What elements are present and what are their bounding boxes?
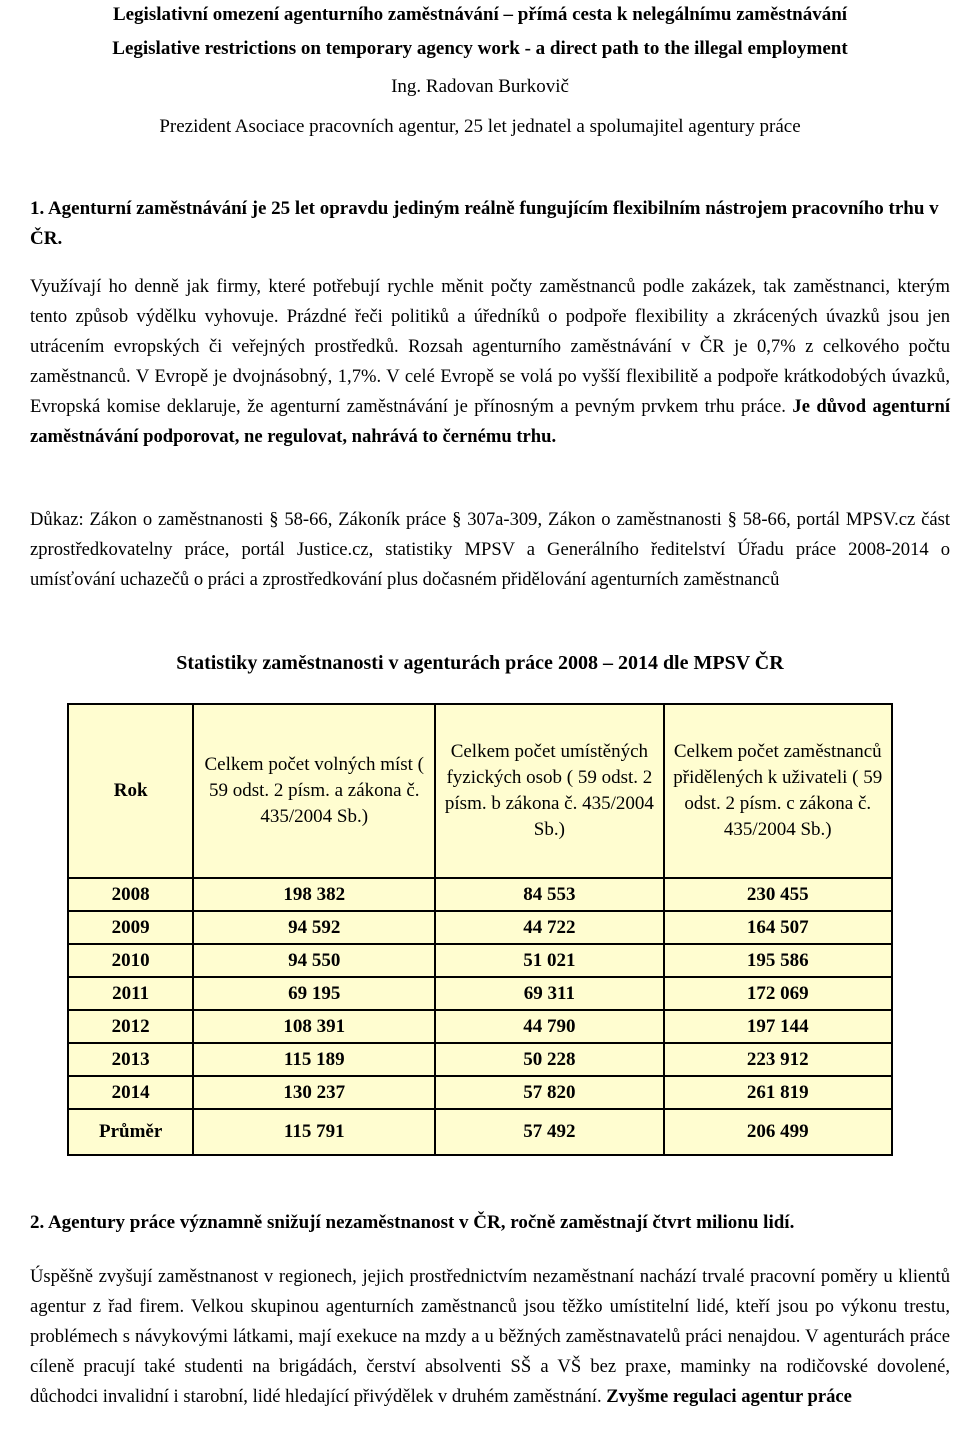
section-1-paragraph-text: Využívají ho denně jak firmy, které potřebují rychle měnit počty zaměstnanců podle zakázek, tak zaměstnanci, kterým tento způsob výdělku vyhovuje. Prázdné řeči politiků a úředníků o podpoře flexibility a zkrácených úvazků jsou jen utrácením evropských či veřejných prostředků. Rozsah agenturního zaměstnávání v ČR je 0,7% z celkového počtu zaměstnanců. V Evropě je dvojnásobný, 1,7%. V celé Evropě se volá po vyšší flexibilitě a podpoře krátkodobých úvazků, Evropská komise deklaruje, že agenturní zaměstnávání je přínosným a pevným prvkem trhu práce. (30, 276, 950, 417)
table-cell: 94 550 (193, 944, 435, 977)
table-cell: 115 189 (193, 1043, 435, 1076)
author-role: Prezident Asociace pracovních agentur, 25 let jednatel a spolumajitel agentury práce (159, 116, 801, 137)
header-placed-persons: Celkem počet umístěných fyzických osob ( 59 odst. 2 písm. b zákona č. 435/2004 Sb.) (435, 704, 663, 878)
header-vacancies: Celkem počet volných míst ( 59 odst. 2 písm. a zákona č. 435/2004 Sb.) (193, 704, 435, 878)
table-cell: 57 492 (435, 1109, 663, 1155)
table-cell: 198 382 (193, 878, 435, 911)
table-cell: 164 507 (664, 911, 892, 944)
table-cell: 261 819 (664, 1076, 892, 1109)
table-cell: 130 237 (193, 1076, 435, 1109)
table-row (68, 911, 892, 944)
table-cell: 50 228 (435, 1043, 663, 1076)
table-cell: 57 820 (435, 1076, 663, 1109)
table-row (68, 1010, 892, 1043)
table-cell: 206 499 (664, 1109, 892, 1155)
table-row-average (68, 1109, 892, 1155)
table-cell: 94 592 (193, 911, 435, 944)
table-cell: 195 586 (664, 944, 892, 977)
table-row (68, 977, 892, 1010)
stats-table (67, 703, 893, 1156)
table-cell-year: 2014 (68, 1076, 193, 1109)
table-cell-average-label: Průměr (68, 1109, 193, 1155)
table-cell-year: 2012 (68, 1010, 193, 1043)
section-2-heading: 2. Agentury práce významně snižují nezaměstnanost v ČR, ročně zaměstnají čtvrt milionu lidí. (30, 1212, 795, 1233)
table-cell: 44 722 (435, 911, 663, 944)
table-cell: 44 790 (435, 1010, 663, 1043)
stats-table-header-row (68, 704, 892, 878)
table-row (68, 1076, 892, 1109)
table-cell: 230 455 (664, 878, 892, 911)
table-cell-year: 2008 (68, 878, 193, 911)
author-name: Ing. Radovan Burkovič (391, 76, 569, 97)
table-cell-year: 2013 (68, 1043, 193, 1076)
table-cell: 69 195 (193, 977, 435, 1010)
header-assigned-employees: Celkem počet zaměstnanců přidělených k uživateli ( 59 odst. 2 písm. c zákona č. 435/2004 Sb.) (664, 704, 892, 878)
table-cell: 69 311 (435, 977, 663, 1010)
section-1-paragraph-bold: Je důvod agenturní zaměstnávání podporovat, ne regulovat, nahrává to černému trhu. (30, 396, 950, 447)
table-cell: 172 069 (664, 977, 892, 1010)
section-2-paragraph-text: Úspěšně zvyšují zaměstnanost v regionech, jejich prostřednictvím nezaměstnaní nachází trvalé pracovní poměry u klientů agentur z řad firem. Velkou skupinou agenturních zaměstnanců jsou těžko umístitelní lidé, kteří jsou po výkonu trestu, problémech s návykovými látkami, mají exekuce na mzdy a u běžných zaměstnavatelů práci nenajdou. V agenturách práce cíleně pracují také studenti na brigádách, čerství absolventi SŠ a VŠ bez praxe, maminky na rodičovské dovolené, důchodci invalidní i starobní, lidé hledající přivýdělek v druhém zaměstnání. (30, 1266, 950, 1407)
table-row (68, 1043, 892, 1076)
proof-paragraph: Důkaz: Zákon o zaměstnanosti § 58-66, Zákoník práce § 307a-309, Zákon o zaměstnanosti § 58-66, portál MPSV.cz část zprostředkovatelny práce, portál Justice.cz, statistiky MPSV a Generálního ředitelství Úřadu práce 2008-2014 o umísťování uchazečů o práci a zprostředkování plus dočasném přidělování agenturních zaměstnanců (30, 509, 950, 590)
table-cell: 108 391 (193, 1010, 435, 1043)
table-cell: 115 791 (193, 1109, 435, 1155)
section-2-paragraph (30, 1262, 950, 1412)
title-czech: Legislativní omezení agenturního zaměstnávání – přímá cesta k nelegálnímu zaměstnávání (112, 4, 848, 25)
table-cell-year: 2009 (68, 911, 193, 944)
table-cell: 223 912 (664, 1043, 892, 1076)
table-cell-year: 2011 (68, 977, 193, 1010)
section-1-heading: 1. Agenturní zaměstnávání je 25 let opravdu jediným reálně fungujícím flexibilním nástrojem pracovního trhu v ČR. (30, 198, 939, 249)
table-row (68, 944, 892, 977)
title-english: Legislative restrictions on temporary agency work - a direct path to the illegal employment (112, 38, 848, 59)
header-year: Rok (68, 704, 193, 878)
table-cell-year: 2010 (68, 944, 193, 977)
table-cell: 197 144 (664, 1010, 892, 1043)
stats-title: Statistiky zaměstnanosti v agenturách práce 2008 – 2014 dle MPSV ČR (176, 652, 784, 674)
table-row (68, 878, 892, 911)
section-1-paragraph (30, 272, 950, 452)
table-cell: 84 553 (435, 878, 663, 911)
table-cell: 51 021 (435, 944, 663, 977)
section-2-paragraph-bold: Zvyšme regulaci agentur práce (606, 1386, 852, 1407)
